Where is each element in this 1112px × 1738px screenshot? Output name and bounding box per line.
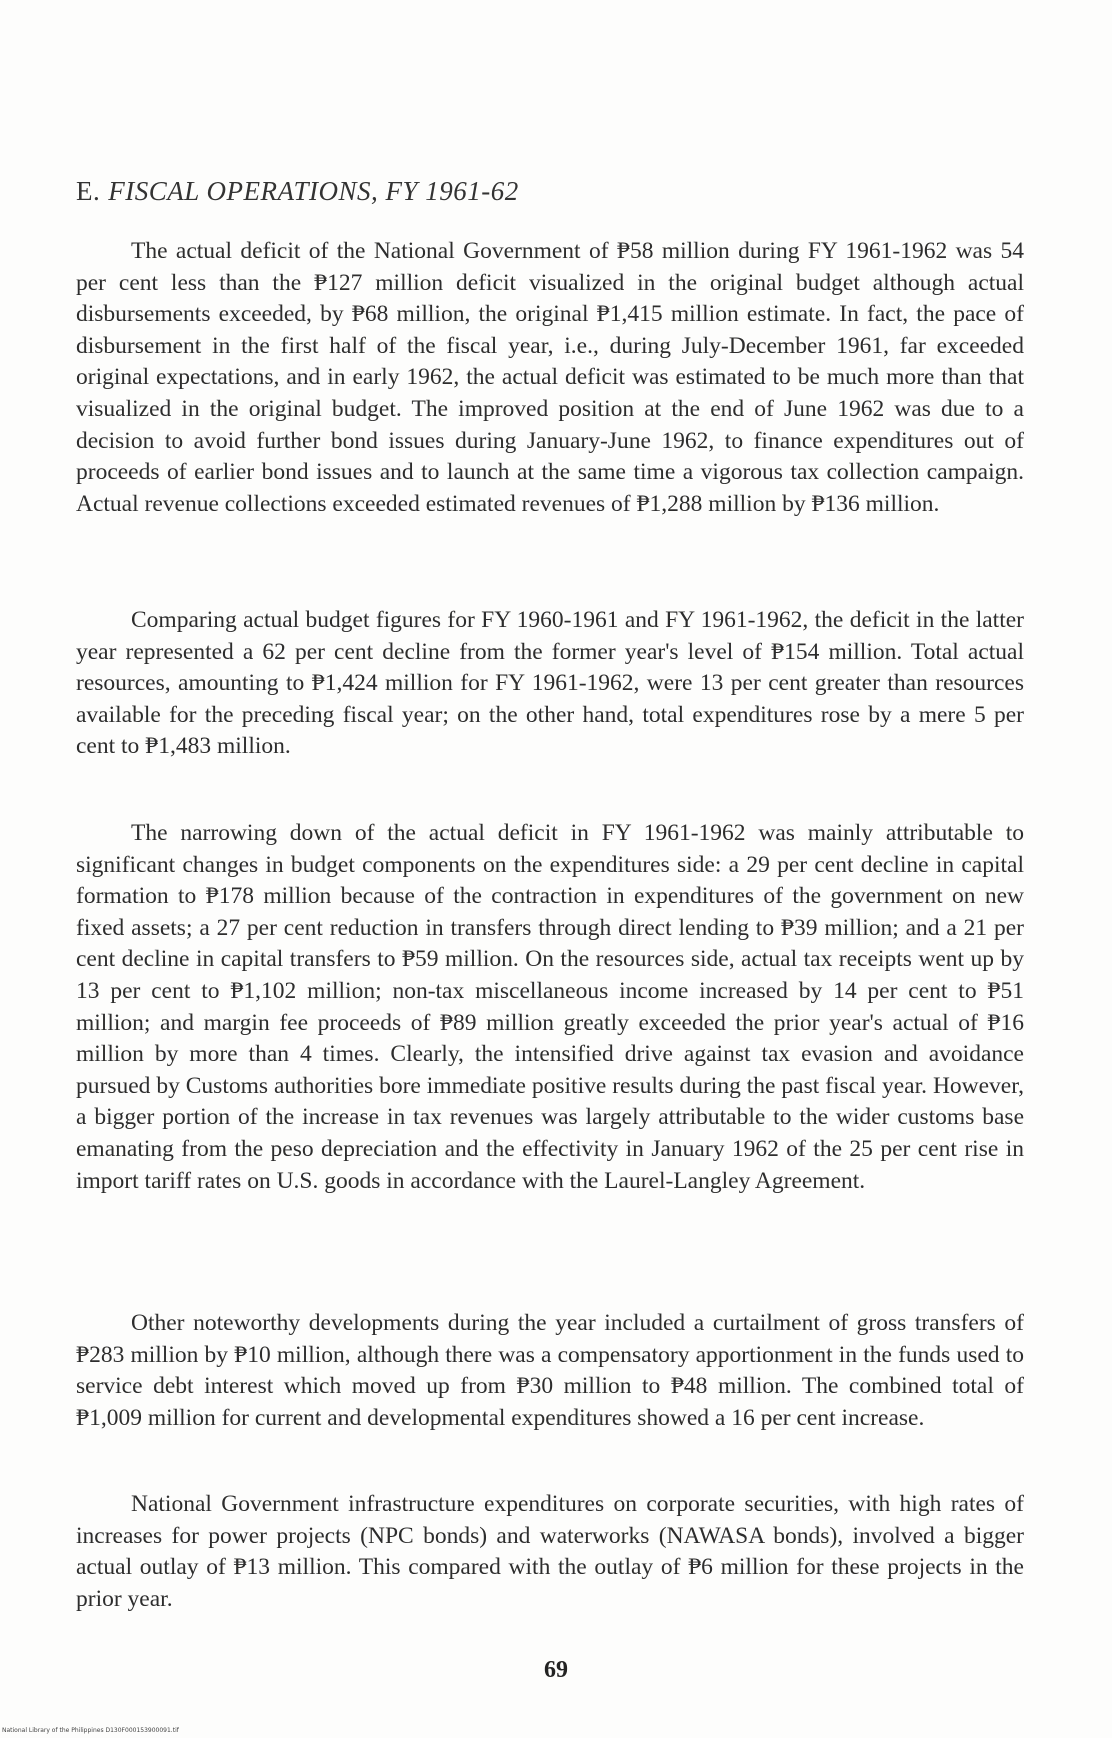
paragraph-other-developments: Other noteworthy developments during the year included a curtailment of gross transfers of ₱283 million by ₱10 million, although there was a compensatory apportionment in the funds used to service debt interest which moved up from ₱30 million to ₱48 million. The combined total of ₱1,009 million for current and developmental expenditures showed a 16 per cent increase. [76, 1310, 1024, 1431]
section-letter: E. [76, 176, 101, 206]
scan-footer-note: National Library of the Philippines D130F000153900091.tif [2, 1727, 179, 1734]
section-heading [76, 176, 519, 207]
paragraph-budget-comparison: Comparing actual budget figures for FY 1960-1961 and FY 1961-1962, the deficit in the latter year represented a 62 per cent decline from the former year's level of ₱154 million. Total actual resources, amounting to ₱1,424 million for FY 1961-1962, were 13 per cent greater than resources available for the preceding fiscal year; on the other hand, total expenditures rose by a mere 5 per cent to ₱1,483 million. [76, 607, 1024, 760]
paragraph-deficit-overview: The actual deficit of the National Government of ₱58 million during FY 1961-1962 was 54 per cent less than the ₱127 million deficit visualized in the original budget although actual disbursements exceeded, by ₱68 million, the original ₱1,415 million estimate. In fact, the pace of disbursement in the first half of the fiscal year, i.e., during July-December 1961, far exceeded original expectations, and in early 1962, the actual deficit was estimated to be much more than that visualized in the original budget. The improved position at the end of June 1962 was due to a decision to avoid further bond issues during January-June 1962, to finance expenditures out of proceeds of earlier bond issues and to launch at the same time a vigorous tax collection campaign. Actual revenue collections exceeded estimated revenues of ₱1,288 million by ₱136 million. [76, 238, 1024, 517]
section-title: FISCAL OPERATIONS, FY 1961-62 [108, 176, 519, 206]
paragraph-infrastructure: National Government infrastructure expenditures on corporate securities, with high rates of increases for power projects (NPC bonds) and waterworks (NAWASA bonds), involved a bigger actual outlay of ₱13 million. This compared with the outlay of ₱6 million for these projects in the prior year. [76, 1491, 1024, 1612]
page-number: 69 [544, 1657, 568, 1683]
paragraph-deficit-narrowing: The narrowing down of the actual deficit in FY 1961-1962 was mainly attributable to significant changes in budget components on the expenditures side: a 29 per cent decline in capital formation to ₱178 million because of the contraction in expenditures of the government on new fixed assets; a 27 per cent reduction in transfers through direct lending to ₱39 million; and a 21 per cent decline in capital transfers to ₱59 million. On the resources side, actual tax receipts went up by 13 per cent to ₱1,102 million; non-tax miscellaneous income increased by 14 per cent to ₱51 million; and margin fee proceeds of ₱89 million greatly exceeded the prior year's actual of ₱16 million by more than 4 times. Clearly, the intensified drive against tax evasion and avoidance pursued by Customs authorities bore immediate positive results during the past fiscal year. However, a bigger portion of the increase in tax revenues was largely attributable to the wider customs base emanating from the peso depreciation and the effectivity in January 1962 of the 25 per cent rise in import tariff rates on U.S. goods in accordance with the Laurel-Langley Agreement. [76, 820, 1024, 1194]
